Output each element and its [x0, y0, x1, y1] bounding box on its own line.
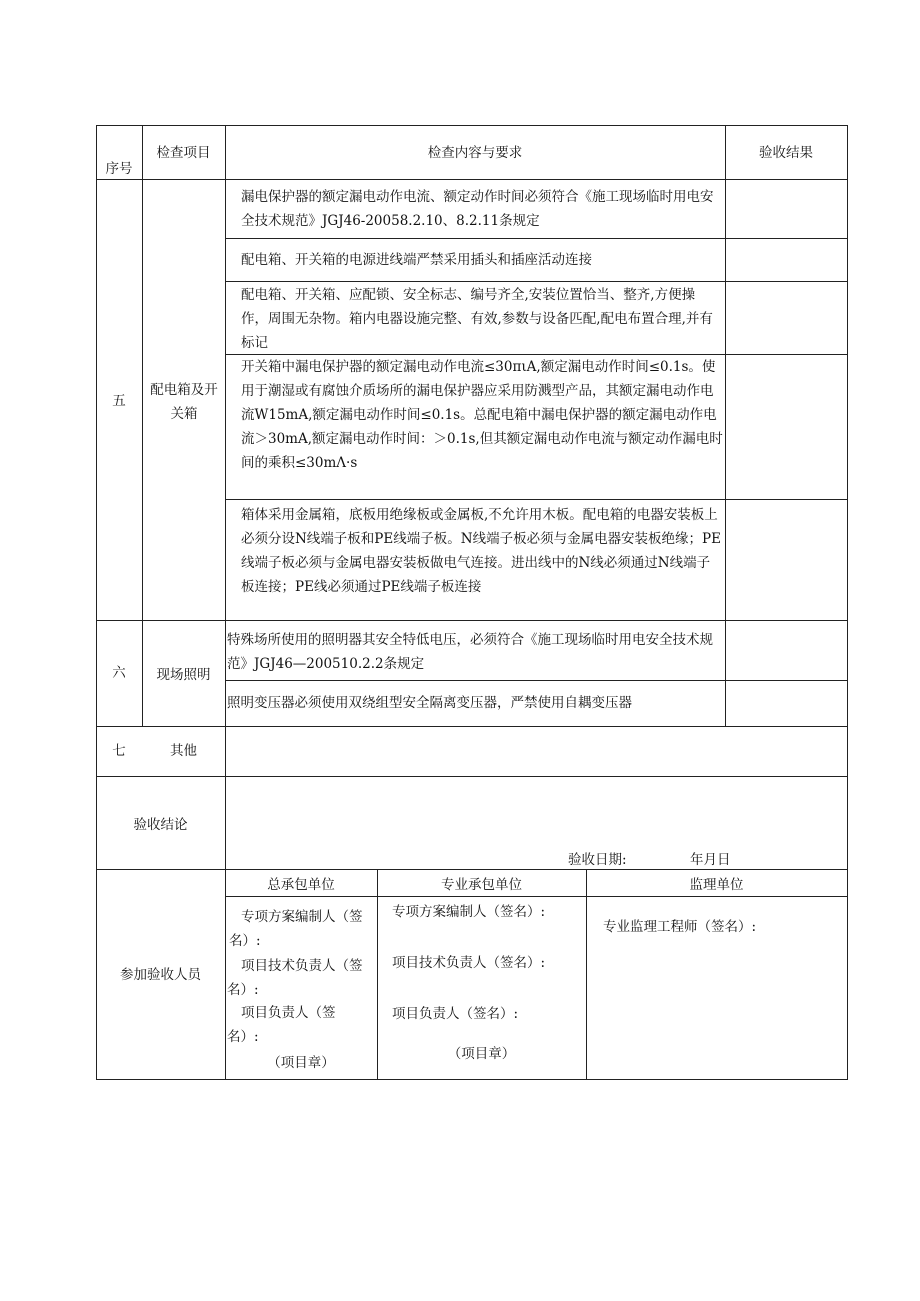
special-manager-sign: 项目负责人（签名）: [392, 1006, 519, 1022]
section5-number: 五 [112, 393, 126, 409]
special-tech-lead-sign: 项目技术负责人（签名）: [392, 955, 546, 971]
section5-req-2: 配电箱、开关箱的电源进线端严禁采用插头和插座活动连接 [241, 252, 592, 268]
table-border-top [96, 125, 848, 126]
section6-number: 六 [112, 665, 126, 681]
header-seq: 序号 [105, 161, 133, 177]
general-manager-sign: 项目负责人（签名）: [227, 1005, 336, 1045]
column-divider [142, 125, 143, 726]
conclusion-date-suffix: 年月日 [690, 852, 731, 868]
section6-req-1: 特殊场所使用的照明器其安全特低电压，必须符合《施工现场临时用电安全技术规范》JGJ46—200510.2.2条规定 [227, 632, 713, 672]
section6-req-2: 照明变压器必须使用双绕组型安全隔离变压器，严禁使用自耦变压器 [227, 695, 632, 711]
row-divider [96, 726, 848, 727]
section7-title: 其他 [170, 743, 197, 759]
section5-title: 配电箱及开关箱 [150, 382, 218, 422]
section6-title: 现场照明 [156, 667, 211, 683]
row-divider [225, 238, 848, 239]
section5-req-5: 箱体采用金属箱，底板用绝缘板或金属板,不允许用木板。配电箱的电器安装板上必须分设N线端子板和PE线端子板。N线端子板必须与金属电器安装板绝缘；PE线端子板必须与金属电器安装板做电气连接。进出线中的N线必须通过N线端子板连接；PE线必须通过PE线端子板连接 [241, 507, 722, 595]
special-seal: （项目章） [447, 1046, 516, 1062]
acceptance-table [96, 125, 848, 1080]
column-divider [725, 125, 726, 726]
section5-req-1: 漏电保护器的额定漏电动作电流、额定动作时间必须符合《施工现场临时用电安全技术规范》JGJ46-20058.2.10、8.2.11条规定 [241, 189, 714, 229]
supervision-engineer-sign: 专业监理工程师（签名）: [603, 919, 757, 935]
row-divider [96, 620, 848, 621]
row-divider [225, 281, 848, 282]
participants-label: 参加验收人员 [120, 967, 201, 983]
table-border-right [847, 125, 848, 1080]
supervision-header: 监理单位 [689, 877, 744, 893]
section5-req-3: 配电箱、开关箱、应配锁、安全标志、编号齐全,安装位置恰当、整齐,方便操作，周围无杂物。箱内电器设施完整、有效,参数与设备匹配,配电布置合理,并有标记 [241, 287, 713, 351]
general-seal: （项目章） [267, 1055, 335, 1071]
general-contractor-header: 总承包单位 [267, 877, 335, 893]
general-compiler-sign: 专项方案编制人（签名）: [229, 909, 363, 949]
row-divider [96, 776, 848, 777]
row-divider [225, 680, 848, 681]
conclusion-label: 验收结论 [133, 817, 188, 833]
row-divider [225, 499, 848, 500]
table-border-left [96, 125, 97, 1080]
header-content: 检查内容与要求 [427, 145, 523, 161]
row-divider [96, 179, 848, 180]
column-divider [586, 869, 587, 1080]
section7-number: 七 [112, 743, 126, 759]
table-border-bottom [96, 1079, 848, 1080]
general-tech-lead-sign: 项目技术负责人（签名）: [227, 958, 363, 998]
header-item: 检查项目 [156, 145, 211, 161]
header-result: 验收结果 [759, 145, 813, 161]
section5-req-4: 开关箱中漏电保护器的额定漏电动作电流≤30πιA,额定漏电动作时间≤0.1s。使用于潮湿或有腐蚀介质场所的漏电保护器应采用防溅型产品，其额定漏电动作电流W15mA,额定漏电动作时间≤0.1s。总配电箱中漏电保护器的额定漏电动作电流＞30mA,额定漏电动作时间：＞0.1s,但其额定漏电动作电流与额定动作漏电时间的乘积≤30mΛ·s [241, 359, 723, 471]
conclusion-date-label: 验收日期: [568, 852, 627, 868]
special-contractor-header: 专业承包单位 [441, 877, 522, 893]
special-compiler-sign: 专项方案编制人（签名）: [392, 904, 546, 920]
